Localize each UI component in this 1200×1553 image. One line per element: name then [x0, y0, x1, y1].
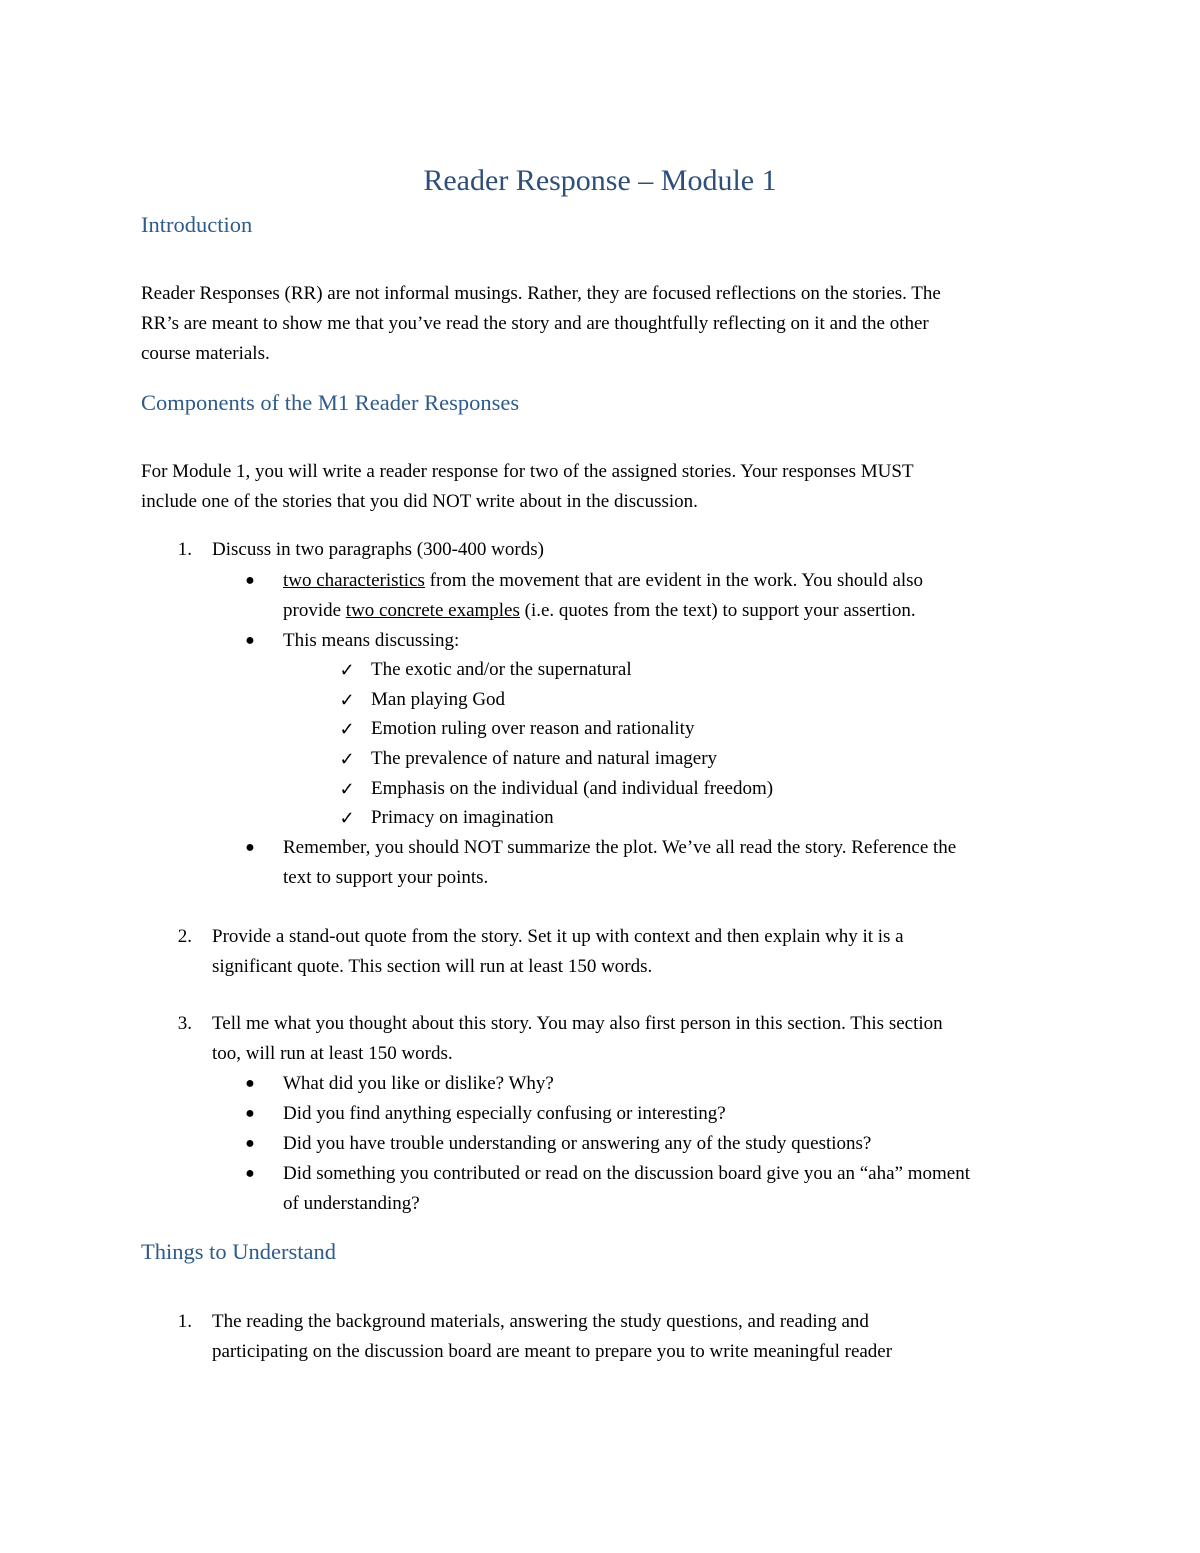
bullet-discussing: This means discussing:	[283, 630, 460, 651]
check-item: Emotion ruling over reason and rationality	[371, 718, 695, 739]
things-item-1-line-2: participating on the discussion board are meant to prepare you to write meaningful reader	[212, 1341, 893, 1362]
heading-things-to-understand: Things to Understand	[141, 1239, 336, 1264]
list-number: 3.	[177, 1013, 192, 1034]
bullet-icon: ●	[245, 839, 255, 856]
intro-line-1: Reader Responses (RR) are not informal musings. Rather, they are focused reflections on the stories. The	[141, 283, 941, 304]
heading-introduction: Introduction	[141, 212, 253, 237]
bullet-icon: ●	[245, 1075, 255, 1092]
bullet-icon: ●	[245, 632, 255, 649]
intro-line-3: course materials.	[141, 343, 270, 364]
bullet-icon: ●	[245, 1105, 255, 1122]
bullet-item: Did you find anything especially confusing or interesting?	[283, 1103, 726, 1124]
bullet-icon: ●	[245, 1165, 255, 1182]
check-item: Primacy on imagination	[371, 807, 554, 828]
bullet-remember-line-2: text to support your points.	[283, 867, 489, 888]
bullet-item: Did you have trouble understanding or answering any of the study questions?	[283, 1133, 872, 1154]
item-1-text: Discuss in two paragraphs (300-400 words)	[212, 539, 544, 560]
check-item: The exotic and/or the supernatural	[371, 659, 632, 680]
check-item: Man playing God	[371, 689, 506, 710]
document-title: Reader Response – Module 1	[423, 164, 777, 197]
bullet-item: What did you like or dislike? Why?	[283, 1073, 554, 1094]
bullet-text: from the movement that are evident in the work. You should also	[424, 570, 924, 591]
check-item: The prevalence of nature and natural imagery	[371, 748, 718, 769]
list-number: 1.	[177, 1311, 192, 1332]
bullet-characteristics-line-2	[283, 596, 916, 626]
item-2-line-1: Provide a stand-out quote from the story. Set it up with context and then explain why it is a	[212, 926, 904, 947]
bullet-text: provide	[283, 600, 346, 621]
intro-line-2: RR’s are meant to show me that you’ve read the story and are thoughtfully reflecting on it and the other	[141, 313, 929, 334]
bullet-characteristics-line-1	[283, 566, 923, 596]
checkmark-icon: ✓	[339, 808, 355, 828]
checkmark-icon: ✓	[339, 660, 355, 680]
bullet-icon: ●	[245, 1135, 255, 1152]
list-number: 2.	[177, 926, 192, 947]
things-item-1-line-1: The reading the background materials, answering the study questions, and reading and	[212, 1311, 869, 1332]
item-2-line-2: significant quote. This section will run at least 150 words.	[212, 956, 653, 977]
components-line-1: For Module 1, you will write a reader response for two of the assigned stories. Your responses MUST	[141, 461, 914, 482]
list-number: 1.	[177, 539, 192, 560]
checkmark-icon: ✓	[339, 690, 355, 710]
checkmark-icon: ✓	[339, 749, 355, 769]
bullet-remember-line-1: Remember, you should NOT summarize the plot. We’ve all read the story. Reference the	[283, 837, 957, 858]
item-3-line-2: too, will run at least 150 words.	[212, 1043, 453, 1064]
components-line-2: include one of the stories that you did NOT write about in the discussion.	[141, 491, 698, 512]
bullet-item: Did something you contributed or read on the discussion board give you an “aha” moment	[283, 1163, 971, 1184]
checkmark-icon: ✓	[339, 779, 355, 799]
bullet-text: (i.e. quotes from the text) to support your assertion.	[519, 600, 916, 621]
bullet-item-continuation: of understanding?	[283, 1193, 420, 1214]
checkmark-icon: ✓	[339, 719, 355, 739]
check-item: Emphasis on the individual (and individual freedom)	[371, 778, 774, 799]
underlined-phrase: two characteristics	[283, 570, 425, 591]
heading-components: Components of the M1 Reader Responses	[141, 390, 520, 415]
underlined-phrase: two concrete examples	[345, 600, 520, 621]
bullet-icon: ●	[245, 572, 255, 589]
item-3-line-1: Tell me what you thought about this story. You may also first person in this section. This section	[212, 1013, 943, 1034]
